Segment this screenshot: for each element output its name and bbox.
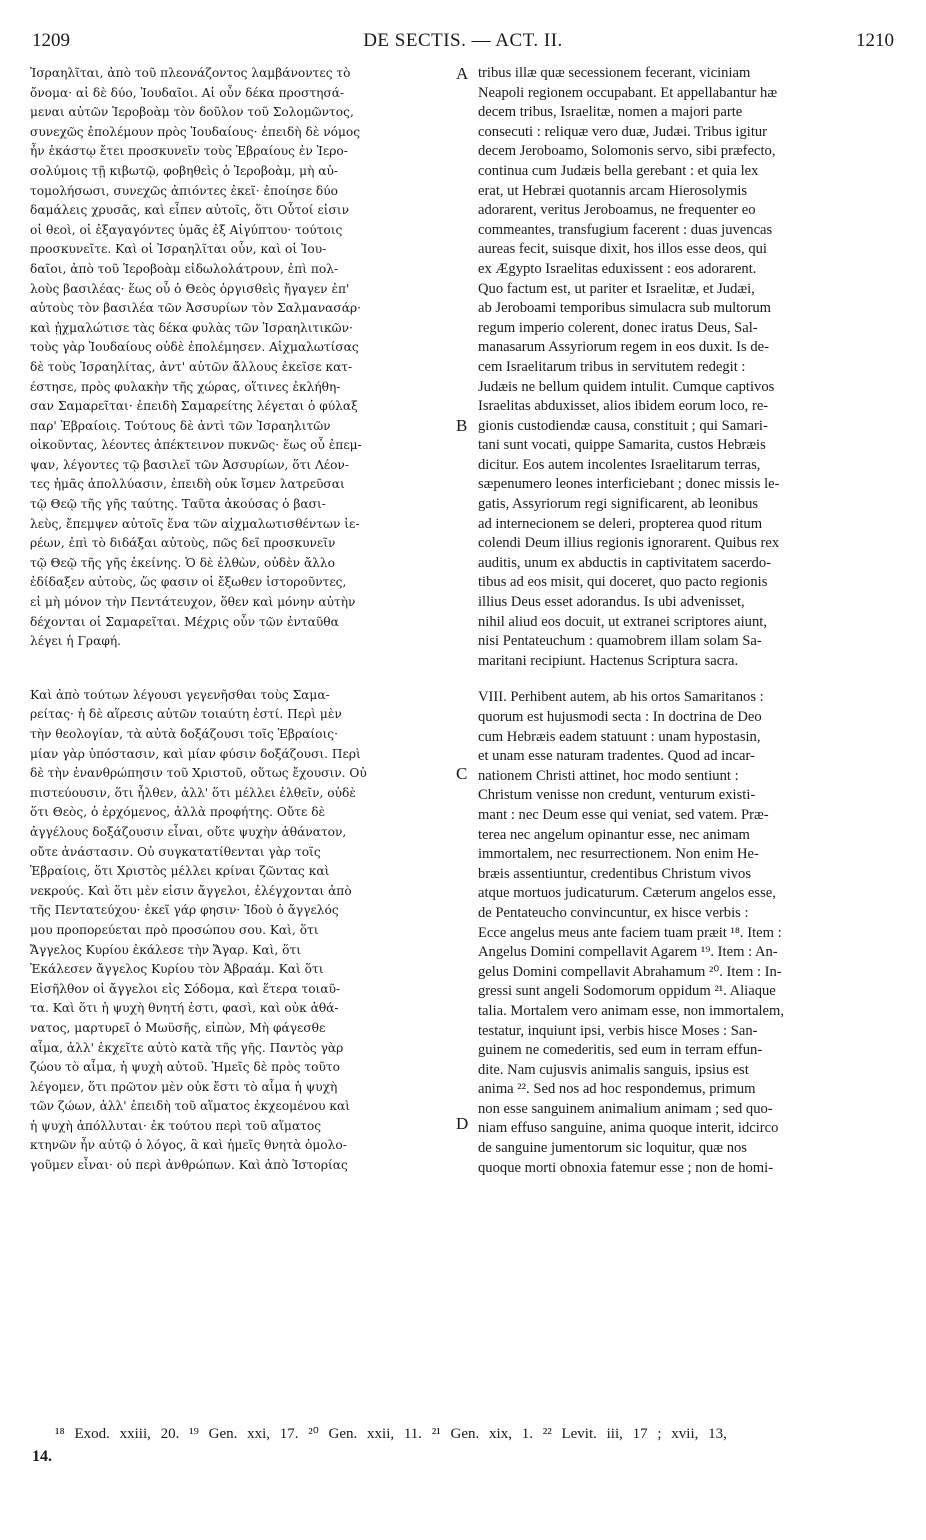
greek-para2-line: νεκρούς. Καὶ ὅτι μὲν εἰσιν ἄγγελοι, ἐλέγχονται ἀπὸ (30, 883, 352, 898)
latin-para2-line: bræis assentiuntur, credentibus Christum vivos (478, 865, 752, 882)
left-page-number: 1209 (32, 30, 70, 51)
footnotes: ¹⁸ Exod. xxiii, 20. ¹⁹ Gen. xxi, 17. ²⁰ Gen. xxii, 11. ²¹ Gen. xix, 1. ²² Levit. iii, 17 ; xvii, 13, (55, 1426, 727, 1442)
greek-para2-line: ζώου τὸ αἷμα, ἡ ψυχὴ αὐτοῦ. Ἡμεῖς δὲ πρὸς τοῦτο (30, 1060, 340, 1075)
latin-para1-line: tani sunt vocati, quippe Samarita, custos Hebræis (478, 437, 766, 454)
greek-para2-line: Καὶ ἀπὸ τούτων λέγουσι γεγενῆσθαι τοὺς Σαμα- (30, 687, 330, 702)
greek-para2-line: μου προπορεύεται πρὸ προσώπου σου. Καὶ, ὅτι (30, 922, 319, 937)
latin-para1-line: tibus ad eos misit, qui doceret, quo pacto regionis (478, 574, 768, 591)
latin-para1-line: cem Israelitarum tribus in servitutem redegit : (478, 358, 746, 375)
latin-para1-line: decem Jeroboamo, Solomonis servo, sibi præfecto, (478, 143, 776, 160)
greek-para2-line: Ἐκάλεσεν ἄγγελος Κυρίου τὸν Ἀβραάμ. Καὶ ὅτι (30, 962, 324, 977)
latin-para2-line: de sanguine jumentorum sic loquitur, quæ nos (478, 1140, 747, 1157)
greek-para1-line: δαῖοι, ἀπὸ τοῦ Ἱεροβοὰμ εἰδωλολάτρουν, ἐπὶ πολ- (30, 261, 339, 276)
latin-para1-line: sæpenumero leones interficiebant ; donec missis le- (478, 476, 780, 493)
latin-para1-line: adorarent, veritus Jeroboamus, ne frequenter eo (478, 202, 756, 219)
latin-para2-line: de Pentateucho convincuntur, ex hisce verbis : (478, 904, 749, 921)
greek-para2-line: λέγομεν, ὅτι πρῶτον μὲν οὐκ ἔστι τὸ αἷμα ἡ ψυχὴ (30, 1079, 338, 1094)
greek-para1-line: λεὺς, ἔπεμψεν αὐτοῖς ἕνα τῶν αἰχμαλωτισθέντων ἱε- (30, 516, 360, 531)
latin-para2-line: talia. Mortalem vero animam esse, non immortalem, (478, 1002, 784, 1019)
latin-para2-line: mant : nec Deum esse qui veniat, sed vatem. Præ- (478, 806, 769, 823)
greek-para2-line: τα. Καὶ ὅτι ἡ ψυχὴ θνητή ἐστι, φασὶ, καὶ οὐκ ἀθά- (30, 1001, 339, 1016)
margin-letter-c: C (456, 764, 468, 783)
latin-para1-line: nisi Pentateuchum : quamobrem illam solam Sa- (478, 633, 762, 650)
greek-para1-line: τῷ Θεῷ τῆς γῆς ταύτης. Ταῦτα ἀκούσας ὁ βασι- (30, 497, 326, 512)
right-page-number: 1210 (856, 30, 894, 51)
latin-para1-line: colendi Deum illius regionis ignorarent. Quibus rex (478, 535, 780, 552)
latin-para2-line: cum Hebræis eadem statuunt : unam hypostasin, (478, 728, 761, 745)
greek-para2-line: ρείτας· ἡ δὲ αἵρεσις αὐτῶν τοιαύτη ἐστί. Περὶ μὲν (30, 707, 342, 722)
page-header (32, 30, 894, 60)
paragraph-gap (30, 652, 460, 686)
greek-para1-line: μεναι αὐτῶν Ἱεροβοὰμ τὸν δοῦλον τοῦ Σολομῶντος, (30, 105, 354, 120)
greek-para2-line: Ἄγγελος Κυρίου ἐκάλεσε τὴν Ἄγαρ. Καὶ, ὅτι (30, 942, 302, 957)
latin-para1-line: regum imperio colerent, donec iratus Deus, Sal- (478, 319, 758, 336)
greek-para1-line: λοὺς βασιλέας· ἕως οὗ ὁ Θεὸς ὀργισθεὶς ἤγαγεν ἐπ' (30, 281, 350, 296)
margin-letter-b: B (456, 416, 468, 435)
greek-para2-line: Εἰσῆλθον οἱ ἄγγελοι εἰς Σόδομα, καὶ ἕτερα τοιαῦ- (30, 981, 341, 996)
latin-para1-line: aureas fecit, suisque dixit, hos illos esse deos, qui (478, 241, 767, 258)
latin-para1-line: auditis, unum ex abductis in captivitatem sacerdo- (478, 554, 772, 571)
greek-para1-line: ψαν, λέγοντες τῷ βασιλεῖ τῶν Ἀσσυρίων, ὅτι Λέον- (30, 457, 349, 472)
greek-para2-line: ὅτι Θεὸς, ὁ ἐρχόμενος, ἀλλὰ προφήτης. Οὔτε δὲ (30, 805, 326, 820)
greek-para2-line: Ἑβραίοις, ὅτι Χριστὸς μέλλει κρίναι ζῶντας καὶ (30, 864, 330, 879)
latin-para1-line: Judæis ne bellum quidem intulit. Cumque captivos (478, 378, 775, 395)
latin-para1-line: commeantes, transfugium facerent : duas juvencas (478, 221, 773, 238)
latin-para1-line: erat, ut Hebræi quotannis arcam Hierosolymis (478, 182, 748, 199)
greek-para2-line: αἷμα, ἀλλ' ἐκχεῖτε αὐτὸ κατὰ τῆς γῆς. Παντὸς γὰρ (30, 1040, 344, 1055)
latin-para2-line: guinem ne comederitis, sed eum in terram effun- (478, 1042, 763, 1059)
greek-para2-line: πιστεύουσιν, ὅτι ἦλθεν, ἀλλ' ὅτι μέλλει ἐλθεῖν, οὐδὲ (30, 785, 356, 800)
greek-column (30, 64, 460, 1404)
greek-para1-line: σολύμοις τῇ κιβωτῷ, φοβηθεὶς ὁ Ἱεροβοὰμ, μὴ αὐ- (30, 163, 339, 178)
latin-para2-line: terea nec angelum opinantur esse, nec animam (478, 826, 750, 843)
greek-para2-line: γοῦμεν εἶναι· οὐ περὶ ἀνθρώπων. Καὶ ἀπὸ Ἱστορίας (30, 1158, 348, 1173)
greek-para2-line: νατος, μαρτυρεῖ ὁ Μωϋσῆς, εἰπὼν, Μὴ φάγεσθε (30, 1020, 326, 1035)
latin-para2-line: et unam esse naturam tradentes. Quod ad incar- (478, 748, 755, 765)
greek-para1-line: τες ἡμᾶς ἀπολλύασιν, ἐπειδὴ οὐκ ἴσμεν λατρεῦσαι (30, 477, 345, 492)
greek-para2-line: δὲ τὴν ἐνανθρώπησιν τοῦ Χριστοῦ, οὕτως ἔχουσιν. Οὐ (30, 766, 367, 781)
margin-letter-a: A (456, 64, 469, 83)
running-title: DE SECTIS. — ACT. II. (363, 30, 563, 51)
paragraph-gap (478, 671, 896, 688)
latin-para2-line: non esse sanguinem animalium animam ; sed quo- (478, 1100, 773, 1117)
latin-para1-line: nihil aliud eos docuit, ut extranei scriptores aiunt, (478, 613, 767, 630)
greek-para1-line: συνεχῶς ἐπολέμουν πρὸς Ἰουδαίους· ἐπειδὴ δὲ νόμος (30, 124, 361, 139)
greek-para1-line: σαν Σαμαρεῖται· ἐπειδὴ Σαμαρείτης λέγεται ὁ φύλαξ (30, 399, 358, 414)
latin-para2-line: Christum venisse non credunt, venturum existi- (478, 787, 756, 804)
latin-para1-line: gionis custodiendæ causa, constituit ; qui Samari- (478, 417, 768, 434)
latin-para2-line: Ecce angelus meus ante faciem tuam præit ¹⁸. Item : (478, 924, 782, 941)
latin-para2-line: atque mortuos judicaturum. Cæterum angelos esse, (478, 885, 776, 902)
latin-para2-line: quorum est hujusmodi secta : In doctrina de Deo (478, 709, 762, 725)
latin-para2-line: niam effuso sanguine, anima quoque interit, idcirco (478, 1120, 779, 1137)
greek-para1-line: δὲ τοὺς Ἰσραηλίτας, ἀντ' αὐτῶν ἄλλους ἐκεῖσε κατ- (30, 359, 353, 374)
greek-para2-line: οὔτε ἀνάστασιν. Οὐ συγκατατίθενται γὰρ τοῖς (30, 844, 321, 859)
greek-para1-line: έστησε, πρὸς φυλακὴν τῆς χώρας, οἵτινες ἐκλήθη- (30, 379, 341, 394)
latin-column (478, 64, 896, 1404)
greek-para1-line: δαμάλεις χρυσᾶς, καὶ εἶπεν αὐτοῖς, ὅτι Οὗτοί εἰσιν (30, 203, 350, 218)
greek-para1-line: ἦν ἑκάστῳ ἔτει προσκυνεῖν τοὺς Ἑβραίους ἐν Ἱερο- (30, 144, 348, 159)
latin-para1-line: manasarum Assyriorum regem in eos duxit. Is de- (478, 339, 770, 356)
latin-para2-line: nationem Christi attinet, hoc modo sentiunt : (478, 767, 739, 784)
greek-para1-line: ρέων, ἐπὶ τὸ διδάξαι αὐτοὺς, πῶς δεῖ προσκυνεῖν (30, 536, 336, 551)
latin-para2-line: testatur, inquiunt ipsi, verbis hisce Moses : San- (478, 1022, 758, 1039)
latin-para2-line: gressi sunt angeli Sodomorum oppidum ²¹. Aliaque (478, 983, 776, 1000)
greek-para1-line: Ἰσραηλῖται, ἀπὸ τοῦ πλεονάζοντος λαμβάνοντες τὸ (30, 66, 351, 80)
greek-para1-line: αὐτοὺς τὸν βασιλέα τῶν Ἀσσυρίων τὸν Σαλμανασάρ· (30, 301, 361, 316)
greek-para1-line: οἱ θεοὶ, οἱ ἐξαγαγόντες ὑμᾶς ἐξ Αἰγύπτου· τούτοις (30, 222, 343, 237)
greek-para1-line: τῷ Θεῷ τῆς γῆς ἐκείνης. Ὁ δὲ ἐλθὼν, οὐδὲν ἄλλο (30, 555, 335, 570)
greek-para2-line: μίαν γὰρ ὑπόστασιν, καὶ μίαν φύσιν δοξάζουσι. Περὶ (30, 746, 361, 761)
latin-para1-line: continua cum Judæis bella gerebant : et quia lex (478, 162, 759, 179)
latin-para2-line: anima ²². Sed nos ad hoc respondemus, primum (478, 1081, 756, 1098)
latin-para2-line: VIII. Perhibent autem, ab his ortos Samaritanos : (478, 689, 764, 706)
signature-mark: 14. (32, 1448, 52, 1465)
latin-para2-line: Angelus Domini compellavit Agarem ¹⁹. Item : An- (478, 944, 778, 961)
greek-para1-line: ὄνομα· αἱ δὲ δύο, Ἰουδαῖοι. Αἱ οὖν δέκα προστησά- (30, 85, 345, 100)
greek-para1-line: παρ' Ἑβραίοις. Τούτους δὲ ἀντὶ τῶν Ἰσραηλιτῶν (30, 418, 331, 433)
greek-para2-line: τὴν θεολογίαν, τὰ αὐτὰ δοξάζουσι τοῖς Ἑβραίοις· (30, 727, 338, 741)
latin-para1-line: Neapoli regionem occupabant. Et appellabantur hæ (478, 84, 778, 101)
greek-para2-line: τῆς Πεντατεύχου· ἐκεῖ γάρ φησιν· Ἰδοὺ ὁ ἄγγελός (30, 903, 339, 918)
greek-para1-line: ἐδίδαξεν αὐτοὺς, ὥς φασιν οἱ ἔξωθεν ἱστοροῦντες, (30, 575, 347, 590)
greek-para2-line: κτηνῶν ἦν αὐτῷ ὁ λόγος, ἃ καὶ ἡμεῖς θνητὰ ὁμολο- (30, 1138, 347, 1153)
greek-para1-line: τοὺς γὰρ Ἰουδαίους οὐδὲ ἐπολέμησεν. Αἰχμαλωτίσας (30, 340, 359, 355)
latin-para1-line: illius Deus esset adorandus. Is ubi advenisset, (478, 594, 745, 611)
latin-para2-line: immortalem, nec resurrectionem. Non enim He- (478, 846, 759, 863)
latin-para1-line: tribus illæ quæ secessionem fecerant, viciniam (478, 65, 751, 81)
latin-para1-line: Quo factum est, ut pariter et Israelitæ, et Judæi, (478, 280, 755, 297)
greek-para1-line: καὶ ᾐχμαλώτισε τὰς δέκα φυλὰς τῶν Ἰσραηλιτικῶν· (30, 320, 353, 335)
latin-para1-line: decem tribus, Israelitæ, nomen a majori parte (478, 104, 743, 121)
latin-para2-line: quoque morti obnoxia fatemur esse ; non de homi- (478, 1159, 774, 1176)
latin-para2-line: dite. Nam cujusvis animalis sanguis, ipsius est (478, 1061, 749, 1078)
latin-para2-line: gelus Domini compellavit Abrahamum ²⁰. Item : In- (478, 963, 782, 980)
latin-para1-line: dicitur. Eos autem incolentes Israelitarum terras, (478, 456, 761, 473)
latin-para1-line: Israelitas abduxisset, alios ibidem eorum loco, re- (478, 398, 769, 415)
latin-para1-line: maritani recipiunt. Hactenus Scriptura sacra. (478, 652, 739, 669)
greek-para1-line: λέγει ἡ Γραφή. (30, 634, 122, 649)
greek-para2-line: ἀγγέλους δοξάζουσιν εἶναι, οὔτε ψυχὴν ἀθάνατον, (30, 824, 347, 839)
greek-para1-line: οἰκοῦντας, λέοντες ἀπέκτεινον πυκνῶς· ἕως οὗ ἐπεμ- (30, 438, 362, 453)
latin-para1-line: ab Jeroboami temporibus simulacra sub multorum (478, 300, 772, 317)
greek-para1-line: τομολήσωσι, συνεχῶς ἀπιόντες ἐκεῖ· ἐποίησε δύο (30, 183, 339, 198)
greek-para1-line: δέχονται οἱ Σαμαρεῖται. Μέχρις οὖν τῶν ἐνταῦθα (30, 614, 339, 629)
greek-para2-line: ἡ ψυχὴ ἀπόλλυται· ἐκ τούτου περὶ τοῦ αἵματος (30, 1118, 322, 1133)
greek-para2-line: τῶν ζώων, ἀλλ' ἐπειδὴ τοῦ αἵματος ἐκχεομένου καὶ (30, 1099, 351, 1114)
greek-para1-line: προσκυνεῖτε. Καὶ οἱ Ἰσραηλῖται οὖν, καὶ οἱ Ἰου- (30, 242, 327, 257)
latin-para1-line: gatis, Assyriorum regi significarent, ab leonibus (478, 496, 759, 513)
latin-para1-line: ex Ægypto Israelitas eduxissent : eos adorarent. (478, 260, 757, 277)
margin-letter-d: D (456, 1114, 469, 1133)
latin-para1-line: consecuti : reliquæ vero duæ, Judæi. Tribus igitur (478, 123, 768, 140)
latin-para1-line: ad internecionem se deleri, propterea quod ritum (478, 515, 763, 532)
greek-para1-line: εἰ μὴ μόνον τὴν Πεντάτευχον, ὅθεν καὶ μόνην αὐτὴν (30, 595, 356, 610)
